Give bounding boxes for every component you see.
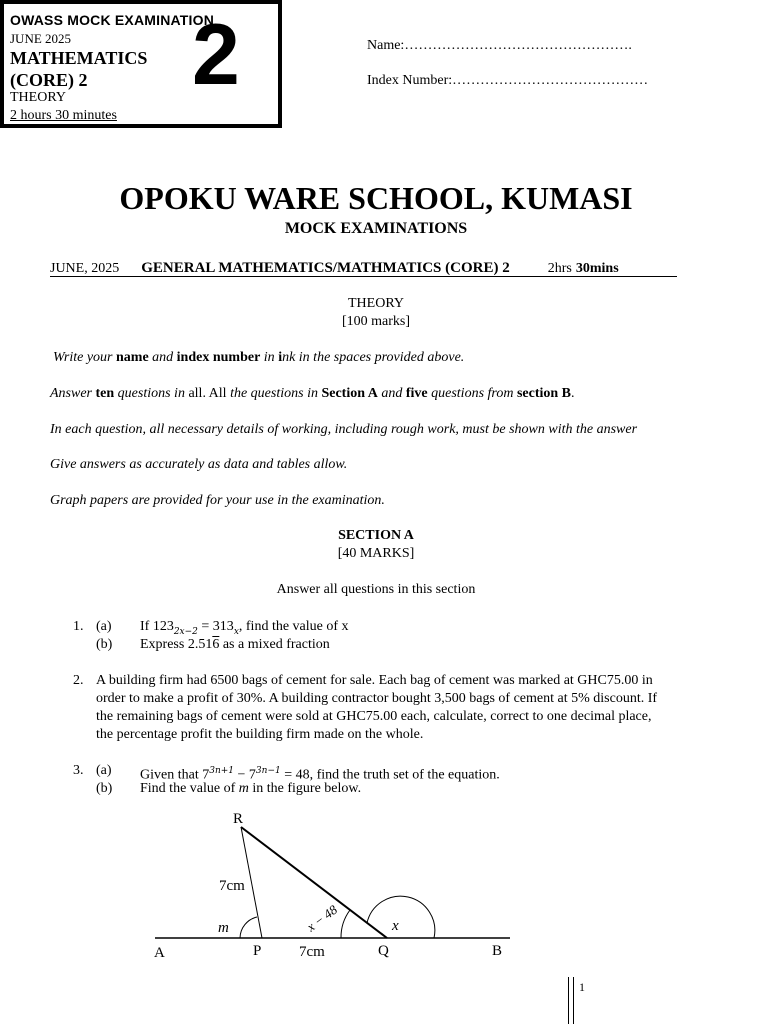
instruction-2 [50, 386, 575, 402]
exam-header-box [0, 0, 282, 128]
q1b-label: (b) [96, 637, 113, 652]
q1a-label: (a) [96, 619, 112, 634]
q1a-part: , find the value of x [238, 619, 349, 634]
q2-line: the percentage profit the building firm made on the whole. [96, 727, 424, 742]
label-p: P [253, 943, 262, 959]
q3b-part: Find the value of [140, 781, 239, 796]
q3a-label: (a) [96, 763, 112, 778]
q3b-part: in the figure below. [248, 781, 362, 796]
instr2-part: and [377, 386, 406, 401]
q3a-part: Given that 7 [140, 767, 210, 783]
q1a-part: = 313 [197, 619, 234, 634]
q2-line: order to make a profit of 30%. A building contractor bought 3,500 bags of cement at 5% discount. If [96, 691, 658, 706]
label-angle-x48: x − 48 [303, 901, 340, 935]
instr2-bold-five: five [405, 386, 428, 401]
exam-subtitle: MOCK EXAMINATIONS [284, 220, 468, 237]
q1a-part: If 123 [140, 619, 174, 634]
label-q: Q [378, 943, 389, 959]
q3b-variable: m [238, 781, 249, 796]
instr1-part: nk in the spaces provided above. [282, 350, 465, 365]
instruction-4: Give answers as accurately as data and tables allow. [50, 457, 348, 472]
q2-number: 2. [73, 673, 84, 688]
footer-divider [568, 977, 574, 1024]
instr2-part: questions in [114, 386, 189, 401]
exam-duration-hours: 2hrs [547, 261, 572, 276]
q2-line: the remaining bags of cement were sold at GHC75.00 each, calculate, correct to one decimal place, [96, 709, 652, 724]
q1b-text [140, 636, 330, 654]
exam-info-line [50, 259, 677, 277]
header-exam-title: OWASS MOCK EXAMINATION [10, 12, 215, 28]
header-subject-line1: MATHEMATICS [10, 48, 148, 68]
instruction-1 [53, 350, 464, 366]
section-a-marks: [40 MARKS] [337, 546, 415, 561]
instr1-bold-index: index number [176, 350, 261, 365]
theory-heading: THEORY [348, 296, 404, 311]
q3-number: 3. [73, 763, 84, 778]
angle-x48-arc [341, 910, 350, 938]
header-date: JUNE 2025 [10, 31, 72, 46]
q1-number: 1. [73, 619, 84, 634]
paper-number-badge: 2 [192, 7, 240, 103]
label-r: R [233, 811, 244, 827]
q1b-recurring-digit: 6 [212, 637, 220, 652]
triangle-figure [0, 800, 768, 970]
instr1-part: Write your [53, 350, 116, 365]
q3a-part: = 48, find the truth set of the equation. [280, 767, 500, 783]
q3b-text [140, 780, 361, 798]
header-subject-line2: (CORE) 2 [10, 70, 88, 90]
exam-date: JUNE, 2025 [50, 261, 120, 276]
header-subject [10, 47, 147, 91]
instr2-part: . [571, 386, 575, 401]
instr1-bold-i: i [278, 350, 283, 365]
exam-subject: GENERAL MATHEMATICS/MATHMATICS (CORE) 2 [141, 260, 510, 276]
instr1-part: in [260, 350, 279, 365]
instr2-part: questions from [427, 386, 517, 401]
instr2-part: the questions in [226, 386, 322, 401]
total-marks: [100 marks] [341, 314, 411, 329]
instr2-part: all. All [188, 386, 227, 401]
instruction-5: Graph papers are provided for your use in the examination. [50, 493, 385, 508]
q3a-exp1: 3n+1 [209, 766, 235, 776]
q3a-part: − 7 [234, 767, 256, 783]
q2-line: A building firm had 6500 bags of cement for sale. Each bag of cement was marked at GHC75.00 in [96, 673, 653, 688]
q1b-part: as a mixed fraction [219, 637, 330, 652]
instr2-bold-section-a: Section A [321, 386, 378, 401]
label-a: A [154, 945, 165, 961]
label-b: B [492, 943, 503, 959]
header-duration: 2 hours 30 minutes [10, 108, 117, 123]
school-name: OPOKU WARE SCHOOL, KUMASI [119, 180, 633, 216]
q1a-base1: 2x−2 [173, 626, 198, 637]
angle-m-arc [240, 917, 257, 938]
q2-text [96, 672, 657, 744]
instr2-part: Answer [50, 386, 96, 401]
header-paper-type: THEORY [10, 90, 66, 105]
q1b-part: Express 2.51 [140, 637, 213, 652]
name-field: Name:…………………………………………. [367, 38, 632, 53]
instr2-bold-ten: ten [95, 386, 115, 401]
instruction-3: In each question, all necessary details of working, including rough work, must be shown with the answer [50, 422, 638, 437]
label-side-rp: 7cm [219, 878, 245, 894]
label-angle-m: m [218, 920, 229, 936]
instr2-bold-section-b: section B [516, 386, 572, 401]
label-side-pq: 7cm [299, 944, 325, 960]
index-number-field: Index Number:…………………………………… [367, 73, 649, 88]
q1a-base2: x [233, 626, 239, 637]
q3a-exp2: 3n−1 [255, 766, 281, 776]
q3b-label: (b) [96, 781, 113, 796]
page-number: 1 [579, 980, 585, 994]
instr1-part: and [148, 350, 177, 365]
exam-duration-mins: 30mins [575, 261, 619, 276]
section-a-title: SECTION A [338, 528, 414, 543]
label-angle-x: x [392, 918, 399, 934]
instr1-bold-name: name [116, 350, 149, 365]
section-a-note: Answer all questions in this section [276, 582, 476, 597]
